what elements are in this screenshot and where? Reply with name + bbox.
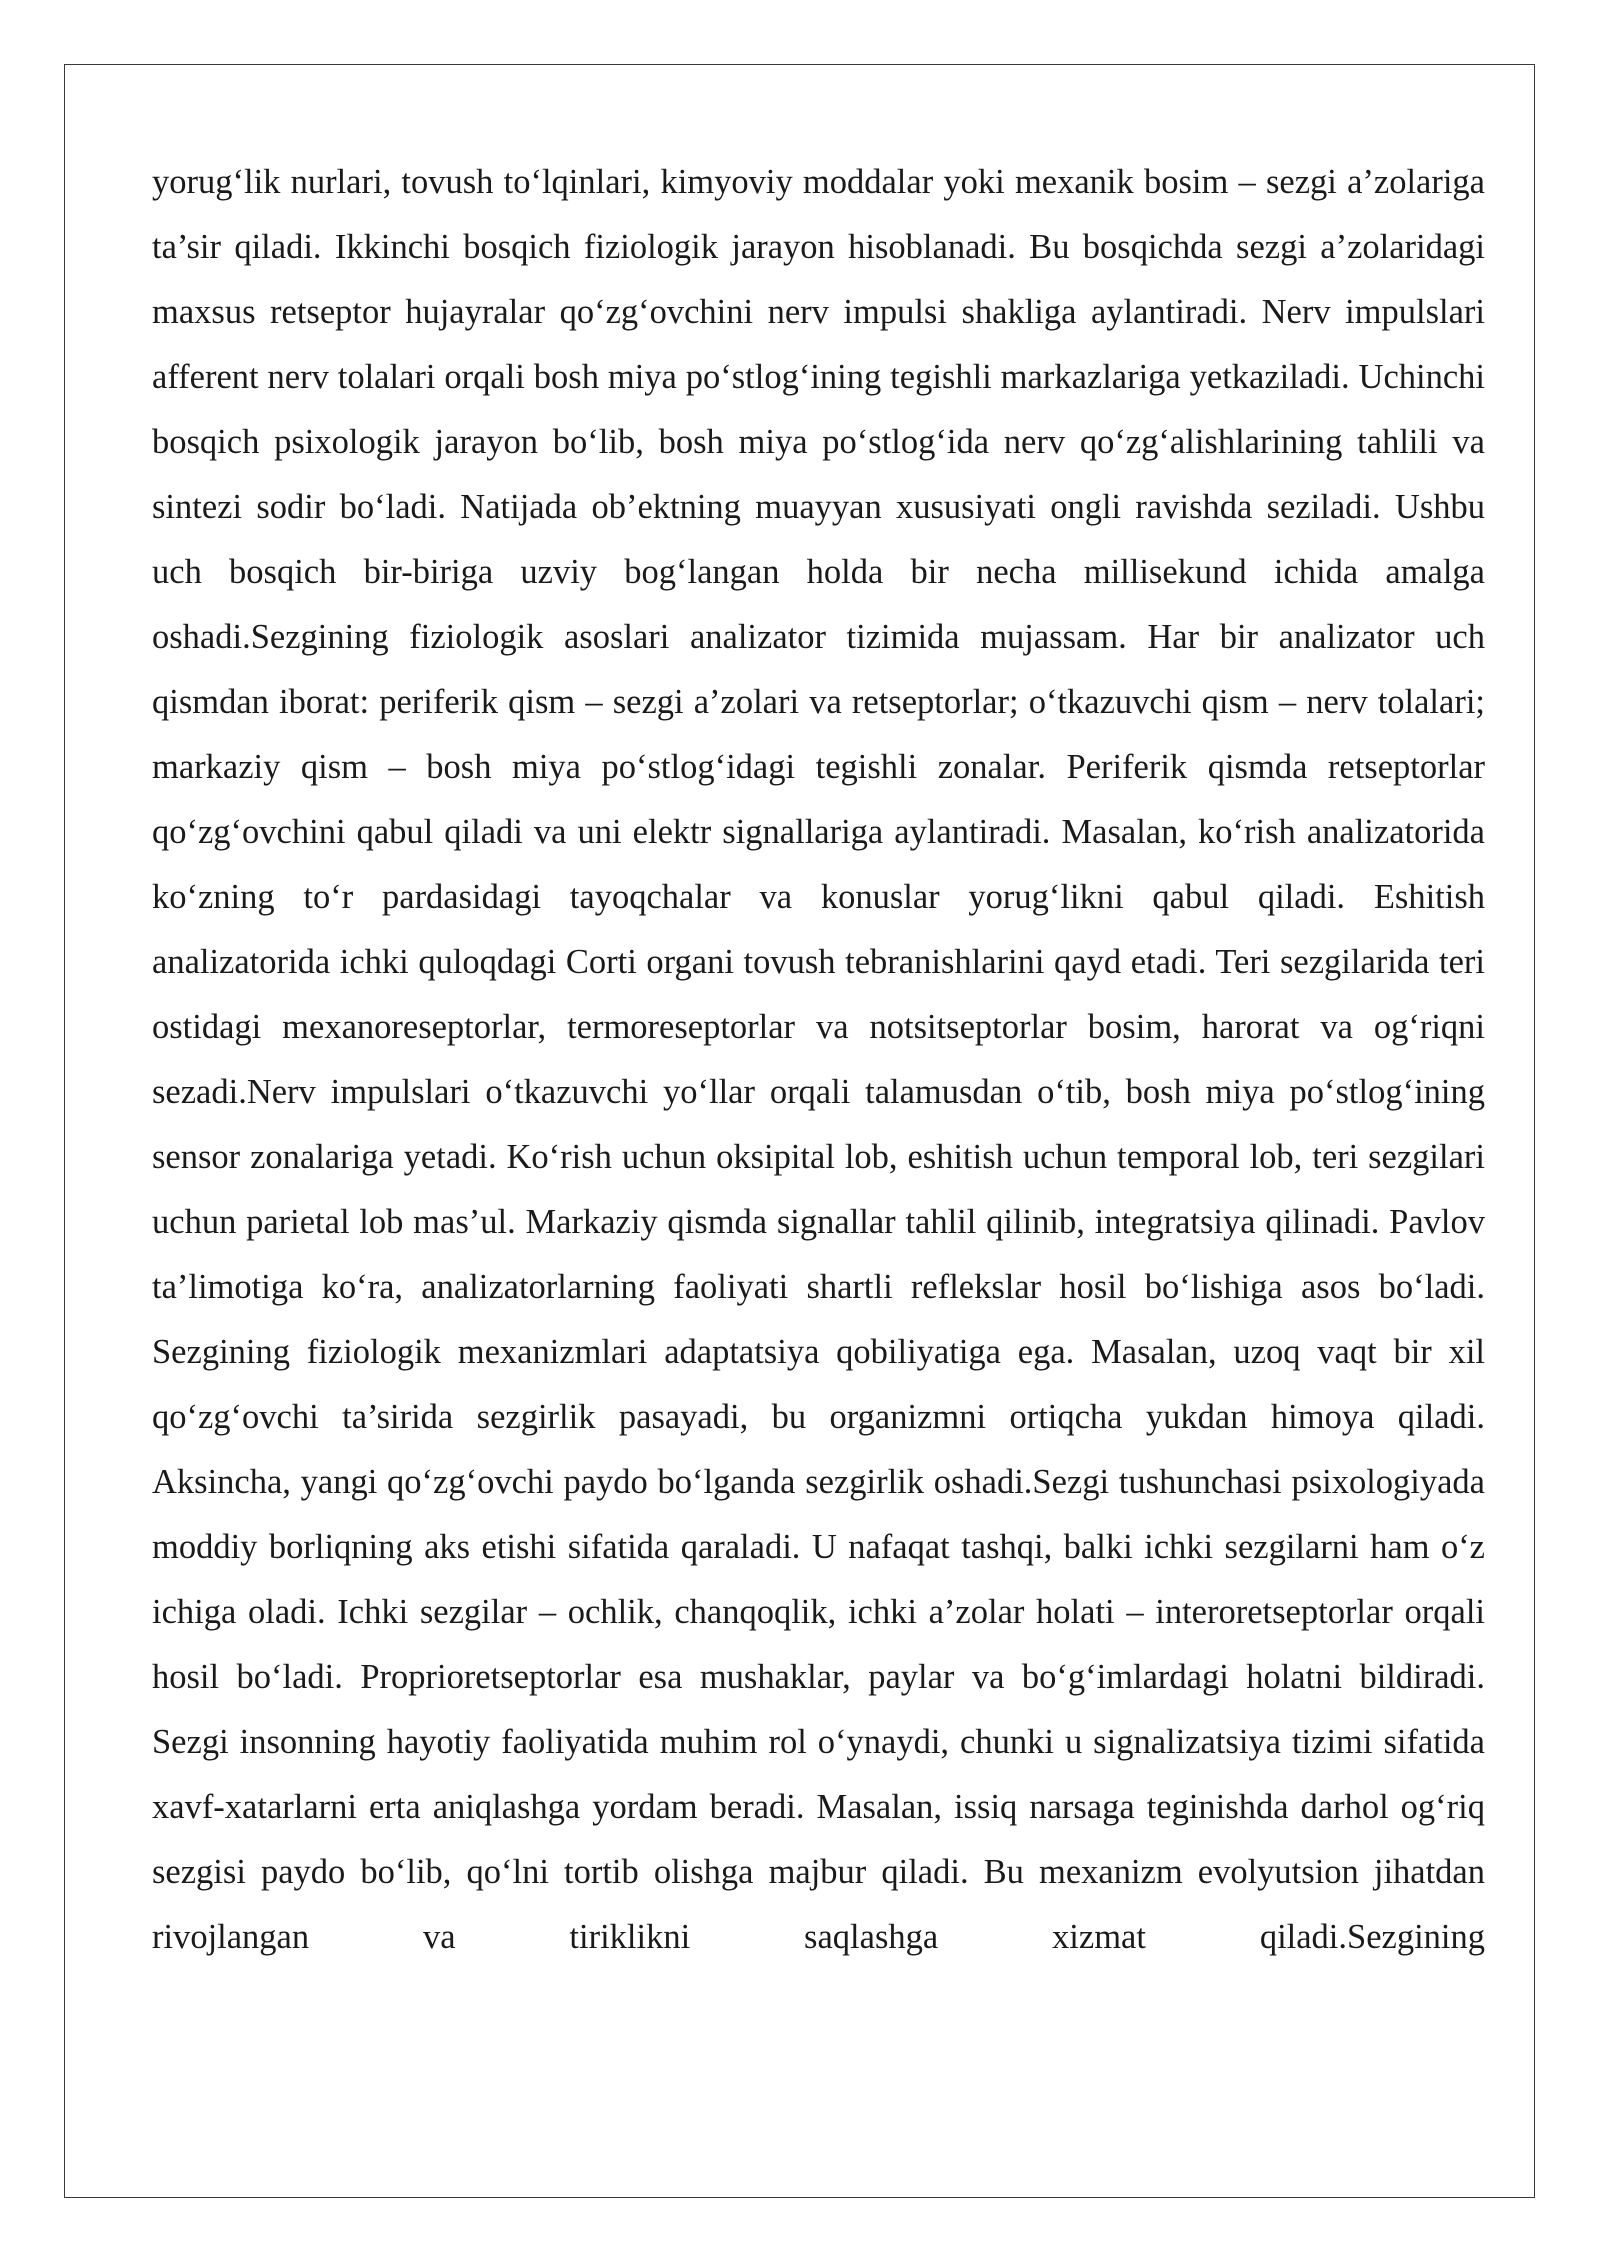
body-paragraph: yorug‘lik nurlari, tovush to‘lqinlari, kimyoviy moddalar yoki mexanik bosim – sezgi a’zolariga ta’sir qiladi. Ikkinchi bosqich fiziologik jarayon hisoblanadi. Bu bosqichda sezgi a’zolaridagi maxsus retseptor hujayralar qo‘zg‘ovchini nerv impulsi shakliga aylantiradi. Nerv impulslari afferent nerv tolalari orqali bosh miya po‘stlog‘ining tegishli markazlariga yetkaziladi. Uchinchi bosqich psixologik jarayon bo‘lib, bosh miya po‘stlog‘ida nerv qo‘zg‘alishlarining tahlili va sintezi sodir bo‘ladi. Natijada ob’ektning muayyan xususiyati ongli ravishda seziladi. Ushbu uch bosqich bir-biriga uzviy bog‘langan holda bir necha millisekund ichida amalga oshadi.Sezgining fiziologik asoslari analizator tizimida mujassam. Har bir analizator uch qismdan iborat: periferik qism – sezgi a’zolari va retseptorlar; o‘tkazuvchi qism – nerv tolalari; markaziy qism – bosh miya po‘stlog‘idagi tegishli zonalar. Periferik qismda retseptorlar qo‘zg‘ovchini qabul qiladi va uni elektr signallariga aylantiradi. Masalan, ko‘rish analizatorida ko‘zning to‘r pardasidagi tayoqchalar va konuslar yorug‘likni qabul qiladi. Eshitish analizatorida ichki quloqdagi Corti organi tovush tebranishlarini qayd etadi. Teri sezgilarida teri ostidagi mexanoreseptorlar, termoreseptorlar va notsitseptorlar bosim, harorat va og‘riqni sezadi.Nerv impulslari o‘tkazuvchi yo‘llar orqali talamusdan o‘tib, bosh miya po‘stlog‘ining sensor zonalariga yetadi. Ko‘rish uchun oksipital lob, eshitish uchun temporal lob, teri sezgilari uchun parietal lob mas’ul. Markaziy qismda signallar tahlil qilinib, integratsiya qilinadi. Pavlov ta’limotiga ko‘ra, analizatorlarning faoliyati shartli reflekslar hosil bo‘lishiga asos bo‘ladi. Sezgining fiziologik mexanizmlari adaptatsiya qobiliyatiga ega. Masalan, uzoq vaqt bir xil qo‘zg‘ovchi ta’sirida sezgirlik pasayadi, bu organizmni ortiqcha yukdan himoya qiladi. Aksincha, yangi qo‘zg‘ovchi paydo bo‘lganda sezgirlik oshadi.Sezgi tushunchasi psixologiyada moddiy borliqning aks etishi sifatida qaraladi. U nafaqat tashqi, balki ichki sezgilarni ham o‘z ichiga oladi. Ichki sezgilar – ochlik, chanqoqlik, ichki a’zolar holati – interoretseptorlar orqali hosil bo‘ladi. Proprioretseptorlar esa mushaklar, paylar va bo‘g‘imlardagi holatni bildiradi. Sezgi insonning hayotiy faoliyatida muhim rol o‘ynaydi, chunki u signalizatsiya tizimi sifatida xavf-xatarlarni erta aniqlashga yordam beradi. Masalan, issiq narsaga teginishda darhol og‘riq sezgisi paydo bo‘lib, qo‘lni tortib olishga majbur qiladi. Bu mexanizm evolyutsion jihatdan rivojlangan va tiriklikni saqlashga xizmat qiladi.Sezgining	[152, 163, 1485, 1956]
